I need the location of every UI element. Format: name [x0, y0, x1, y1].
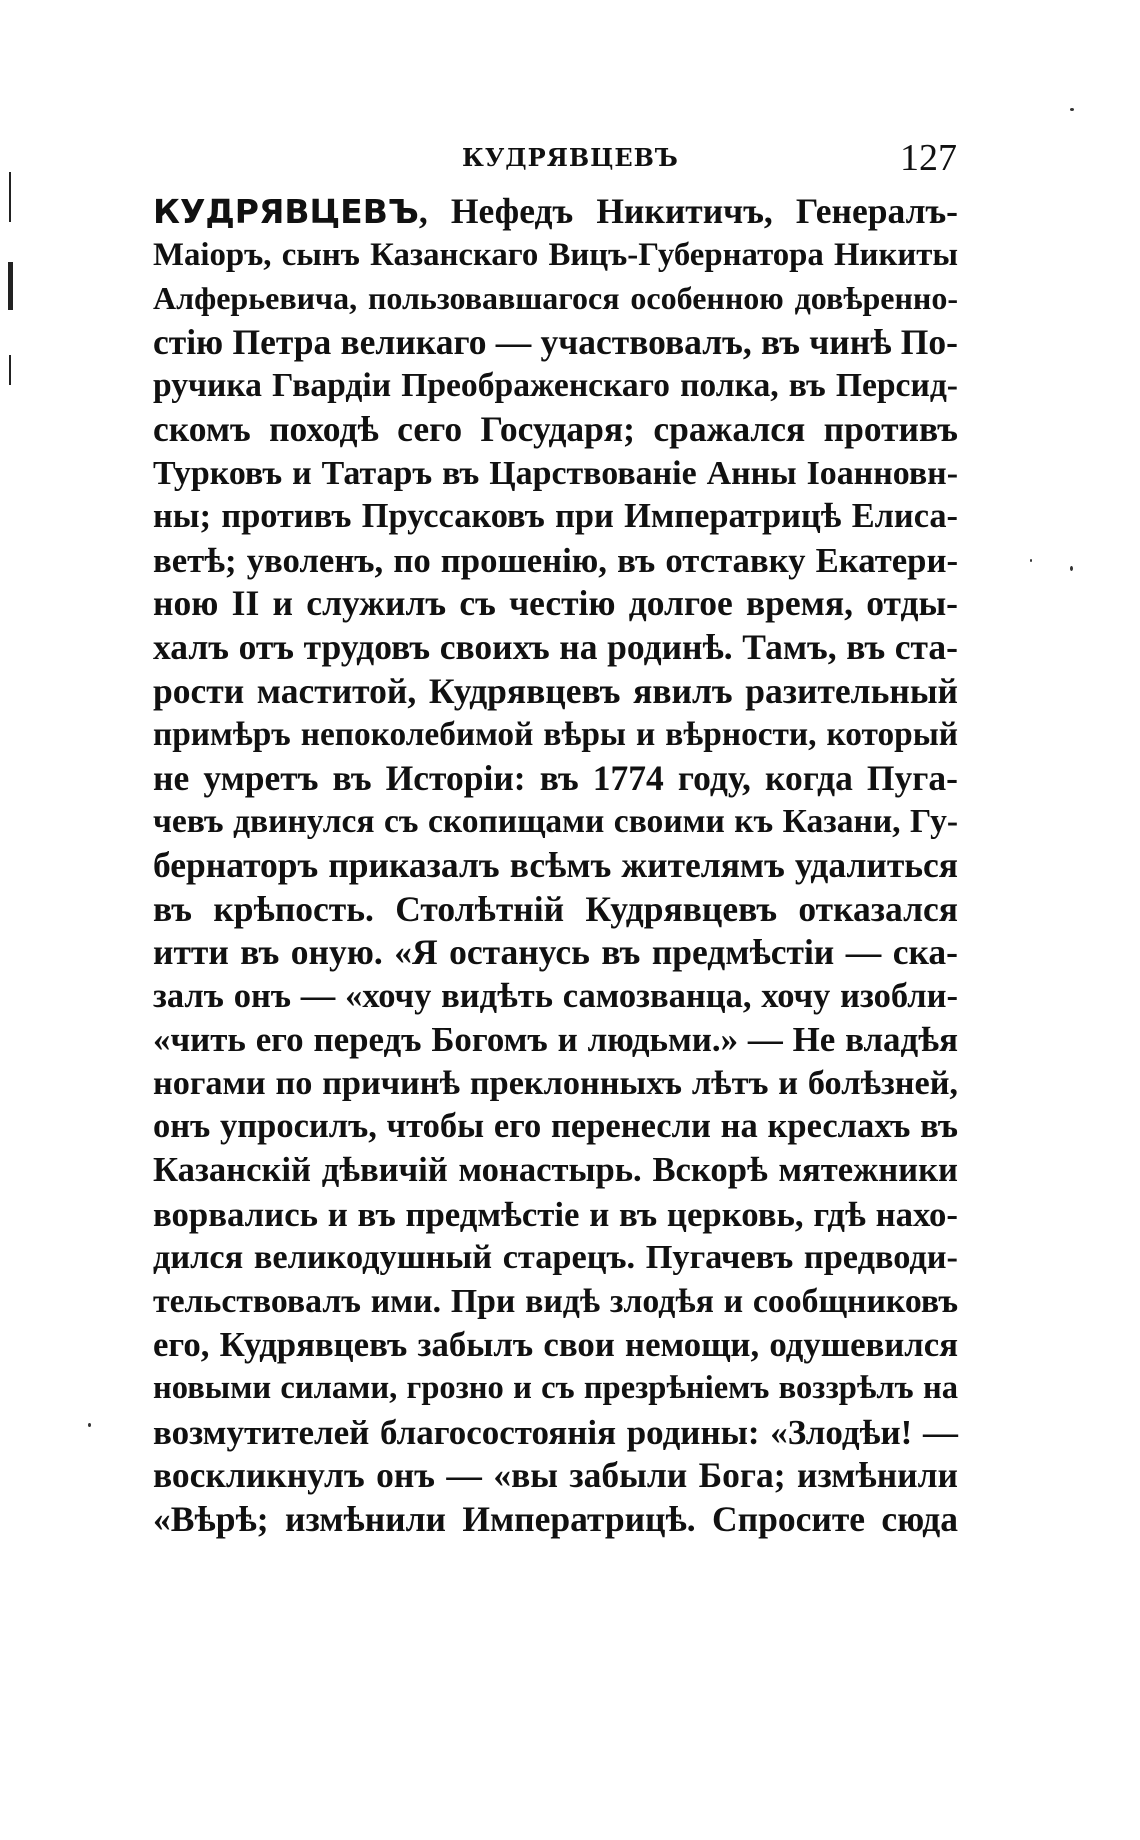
scan-margin-mark [8, 262, 13, 310]
scan-margin-mark [9, 172, 11, 222]
text-line: не умретъ въ Исторіи: въ 1774 году, когда Пуга- [153, 757, 958, 798]
text-line: рости маститой, Кудрявцевъ явилъ разительный [153, 670, 958, 711]
text-line: «чить его передъ Богомъ и людьми.» — Не владѣя [153, 1020, 958, 1060]
first-line-rest: , Нефедъ Никитичъ, Генералъ- [418, 191, 958, 231]
text-line: возмутителей благосостоянія родины: «Злодѣи! — [153, 1412, 958, 1452]
text-line: воскликнулъ онъ — «вы забыли Бога; измѣнили [153, 1455, 958, 1496]
running-head: КУДРЯВЦЕВЪ [462, 143, 679, 172]
text-line: «Вѣрѣ; измѣнили Императрицѣ. Спросите сюда [153, 1498, 958, 1539]
text-line: ною II и служилъ съ честію долгое время, отды- [153, 583, 958, 624]
article-text [153, 190, 958, 1541]
text-line: скомъ походѣ сего Государя; сражался противъ [153, 408, 958, 449]
text-line: ручика Гвардіи Преображенскаго полка, въ Персид- [153, 367, 958, 405]
text-line: ветѣ; уволенъ, по прошенію, въ отставку Екатери- [153, 540, 958, 580]
text-line-first [153, 190, 958, 234]
text-line: залъ онъ — «хочу видѣть самозванца, хочу изобли- [153, 976, 958, 1015]
entry-headword: КУДРЯВЦЕВЪ [153, 192, 419, 231]
page-number: 127 [900, 137, 957, 179]
text-line: новыми силами, грозно и съ презрѣніемъ воззрѣлъ на [153, 1370, 958, 1407]
text-line: бернаторъ приказалъ всѣмъ жителямъ удалиться [153, 844, 958, 885]
scan-margin-mark [9, 355, 11, 385]
text-line: чевъ двинулся съ скопищами своими къ Казани, Гу- [153, 803, 958, 841]
text-line: Казанскій дѣвичій монастырь. Вскорѣ мятежники [153, 1151, 958, 1190]
scan-speck [1070, 566, 1073, 571]
text-line: Турковъ и Татаръ въ Царствованіе Анны Іоанновн- [153, 454, 958, 492]
text-line: Маіоръ, сынъ Казанскаго Вицъ-Губернатора Никиты [153, 236, 958, 273]
text-line: ногами по причинѣ преклонныхъ лѣтъ и болѣзней, [153, 1063, 958, 1102]
text-line: ны; противъ Пруссаковъ при Императрицѣ Елиса- [153, 497, 958, 536]
text-line: тельствовалъ ими. При видѣ злодѣя и сообщниковъ [153, 1282, 958, 1320]
text-line: итти въ оную. «Я останусь въ предмѣстіи — ска- [153, 932, 958, 973]
text-line: примѣръ непоколебимой вѣры и вѣрности, который [153, 716, 958, 754]
text-line: его, Кудрявцевъ забылъ свои немощи, одушевился [153, 1325, 958, 1365]
scan-speck [88, 1423, 91, 1427]
text-line: стію Петра великаго — участвовалъ, въ чинѣ По- [153, 321, 958, 362]
text-line: онъ упросилъ, чтобы его перенесли на креслахъ въ [153, 1107, 958, 1146]
scan-speck [1030, 559, 1032, 562]
text-line: дился великодушный старецъ. Пугачевъ предводи- [153, 1238, 958, 1277]
text-line: въ крѣпость. Столѣтній Кудрявцевъ отказался [153, 888, 958, 929]
text-line: Алферьевича, пользовавшагося особенною довѣренно- [153, 280, 958, 317]
text-line: ворвались и въ предмѣстіе и въ церковь, гдѣ нахо- [153, 1194, 958, 1234]
text-line: халъ отъ трудовъ своихъ на родинѣ. Тамъ, въ ста- [153, 626, 958, 667]
scan-speck [1070, 108, 1074, 111]
